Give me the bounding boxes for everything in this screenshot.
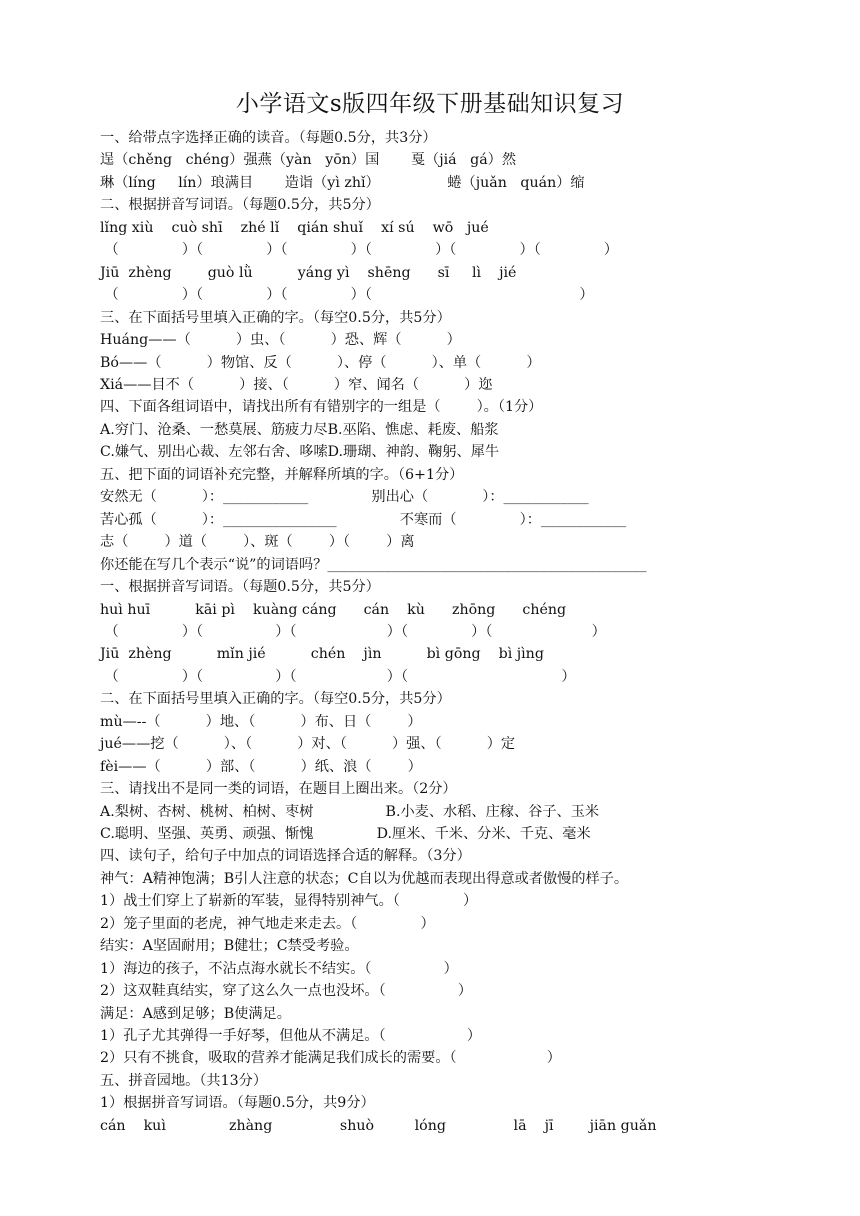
text-line: lǐng xiù cuò shī zhé lǐ qián shuǐ xí sú wō jué (100, 219, 489, 236)
text-line: Xiá——目不（ ）接、（ ）窄、闻名（ ）迩 (100, 376, 493, 393)
text-line: 你还能在写几个表示“说”的词语吗？_____________________________________________ (100, 556, 647, 573)
text-line: 1）战士们穿上了崭新的军装，显得特别神气。（ ） (100, 893, 478, 910)
text-line: 三、在下面括号里填入正确的字。（每空0.5分，共5分） (100, 309, 451, 326)
text-line: 一、根据拼音写词语。（每题0.5分，共5分） (100, 579, 380, 595)
text-line: 神气：A精神饱满；B引人注意的状态；C自以为优越而表现出得意或者傲慢的样子。 (100, 870, 629, 887)
text-line: （ ）（ ）（ ）（ ） (100, 287, 594, 304)
text-line: 安然无（ ）：____________ 别出心（ ）：____________ (100, 489, 589, 506)
text-line: huì huī kāi pì kuàng cáng cán kù zhōng chéng (100, 601, 567, 618)
text-line: C.嫌气、别出心裁、左邻右舍、哆嗦D.珊瑚、神韵、鞠躬、犀牛 (100, 444, 500, 461)
text-line: fèi——（ ）部、（ ）纸、浪（ ） (100, 758, 422, 775)
text-line: 二、根据拼音写词语。（每题0.5分，共5分） (100, 197, 380, 214)
text-line: 五、拼音园地。（共13分） (100, 1072, 268, 1089)
text-line: 志（ ）道（ ）、斑（ ）（ ）离 (100, 534, 415, 551)
text-line: C.聪明、坚强、英勇、顽强、惭愧 D.厘米、千米、分米、千克、毫米 (100, 825, 591, 842)
text-line: 三、请找出不是同一类的词语，在题目上圈出来。（2分） (100, 781, 457, 797)
text-line: （ ）（ ）（ ）（ ）（ ）（ ） (100, 242, 619, 259)
text-line: mù—--（ ）地、（ ）布、日（ ） (100, 713, 422, 730)
text-line: Huáng——（ ）虫、（ ）恐、辉（ ） (100, 332, 461, 348)
text-line: A.穷门、沧桑、一愁莫展、筋疲力尽B.巫陷、憔虑、耗废、船浆 (100, 421, 499, 438)
text-line: 四、读句子，给句子中加点的词语选择合适的解释。（3分） (100, 848, 471, 865)
text-line: 苦心孤（ ）：________________ 不寒而（ ）：____________ (100, 511, 627, 528)
text-line: 2）只有不挑食，吸取的营养才能满足我们成长的需要。（ ） (100, 1050, 561, 1067)
text-line: 2）这双鞋真结实，穿了这么久一点也没坏。（ ） (100, 983, 473, 1000)
text-line: Jiū zhèng guò lǜ yáng yì shēng sī lì jié (100, 264, 517, 281)
text-line: 一、给带点字选择正确的读音。（每题0.5分，共3分） (100, 130, 437, 146)
text-line: jué——挖（ ）、（ ）对、（ ）强、（ ）定 (100, 736, 516, 753)
text-line: 五、把下面的词语补充完整，并解释所填的字。（6+1分） (100, 466, 464, 483)
text-line: （ ）（ ）（ ）（ ） (100, 668, 576, 685)
text-line: 琳（líng lín）琅满目 造诣（yì zhǐ） 蜷（juǎn quán）缩 (100, 174, 585, 191)
text-line: cán kuì zhàng shuò lóng lā jī jiān guǎn (100, 1117, 657, 1134)
text-line: 四、下面各组词语中，请找出所有有错别字的一组是（ ）。（1分） (100, 399, 543, 416)
text-line: （ ）（ ）（ ）（ ）（ ） (100, 623, 606, 640)
text-line: 结实：A坚固耐用；B健壮；C禁受考验。 (100, 938, 359, 955)
text-line: 满足：A感到足够；B使满足。 (100, 1005, 291, 1022)
text-line: 1）海边的孩子，不沾点海水就长不结实。（ ） (100, 960, 458, 977)
text-line: 2）笼子里面的老虎，神气地走来走去。（ ） (100, 915, 435, 932)
text-line: 1）孔子尤其弹得一手好琴，但他从不满足。（ ） (100, 1028, 482, 1044)
text-line: A.梨树、杏树、桃树、柏树、枣树 B.小麦、水稻、庄稼、谷子、玉米 (100, 803, 600, 820)
text-line: 二、在下面括号里填入正确的字。（每空0.5分，共5分） (100, 691, 451, 708)
text-line: 1）根据拼音写词语。（每题0.5分，共9分） (100, 1095, 375, 1112)
text-line: Jiū zhèng mǐn jié chén jìn bì gōng bì jìng (100, 646, 544, 663)
text-line: Bó——（ ）物馆、反（ ）、停（ ）、单（ ） (100, 354, 541, 371)
page-title: 小学语文s版四年级下册基础知识复习 (235, 91, 625, 117)
text-line: 逞（chěng chéng）强燕（yàn yōn）国 戛（jiá gá）然 (100, 152, 517, 169)
